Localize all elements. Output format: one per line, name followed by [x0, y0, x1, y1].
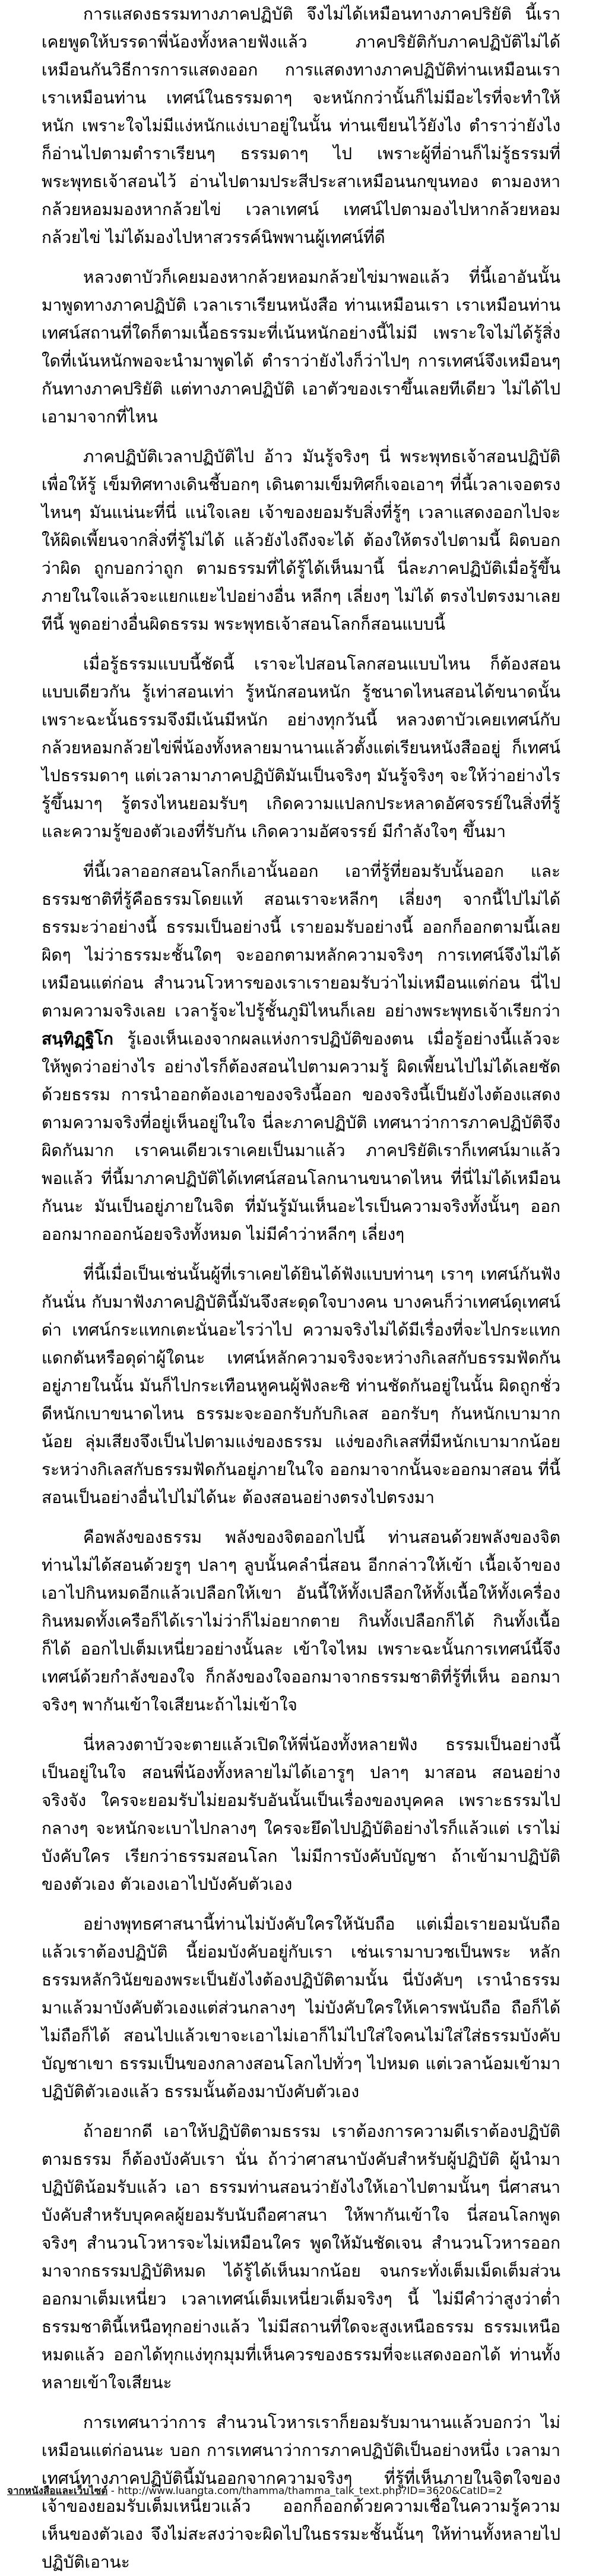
source-footer [7, 2485, 502, 2498]
paragraph: เมื่อรู้ธรรมแบบนี้ชัดนี้ เราจะไปสอนโลกสอนแบบไหน ก็ต้องสอนแบบเดียวกัน รู้เท่าสอนเท่า รู้หนักสอนหนัก รู้ชนาดไหนสอนได้ขนาดนั้น เพราะฉะนั้นธรรมจึงมีเน้นมีหนัก อย่างทุกวันนี้ หลวงตาบัวเคยเทศน์กับกล้วยหอมกล้วยไข่พี่น้องทั้งหลายมานานแล้วตั้งแต่เรียนหนังสืออยู่ ก็เทศน์ไปธรรมดาๆ แต่เวลามาภาคปฏิบัติมันเป็นจริงๆ มันรู้จริงๆ จะให้ว่าอย่างไร รู้ขึ้นมาๆ รู้ตรงไหนยอมรับๆ เกิดความแปลกประหลาดอัศจรรย์ในสิ่งที่รู้และความรู้ของตัวเองที่รับกัน เกิดความอัศจรรย์ มีกำลังใจๆ ขึ้นมา [42, 654, 560, 841]
source-url[interactable]: http://www.luangta.com/thamma/thamma_talk_text.php?ID=3620&CatID=2 [118, 2485, 503, 2497]
paragraph: การเทศนาว่าการ สำนวนโวหารเราก็ยอมรับมานานแล้วบอกว่า ไม่เหมือนแต่ก่อนนะ บอก การเทศนาว่าการภาคปฏิบัติเป็นอย่างหนึ่ง เวลามาเทศน์ทางภาคปฏิบัตินี้มันออกจากความจริงๆ ที่รู้ที่เห็นภายในจิตใจของเจ้าของยอมรับเต็มเหนี่ยวแล้ว ออกก็ออกด้วยความเชื่อในความรู้ความเห็นของตัวเอง จึงไม่สะสงว่าจะผิดไปในธรรมะชั้นนั้นๆ ให้ท่านทั้งหลายไปปฏิบัติเอานะ [42, 2413, 560, 2572]
paragraph: ที่นี้เมื่อเป็นเช่นนั้นผู้ที่เราเคยได้ยินได้ฟังแบบท่านๆ เราๆ เทศน์กันฟังกันนั่น กับมาฟังภาคปฏิบัตินี้มันจึงสะดุดใจบางคน บางคนก็ว่าเทศน์ดุเทศน์ด่า เทศน์กระแทกเตะนั่นอะไรว่าไป ความจริงไม่ได้มีเรื่องที่จะไปกระแทกแดกดันหรือดุด่าผู้ใดนะ เทศน์หลักความจริงจะหว่างกิเลสกับธรรมฟัดกันอยู่ภายในนั้น มันก็ไปกระเทือนหูคนผู้ฟังละซิ ท่านชัดกันอยู่ในนั้น ผิดถูกชั่วดีหนักเบาขนาดไหน ธรรมะจะออกรับกับกิเลส ออกรับๆ กันหนักเบามากน้อย ลุ่มเสียงจึงเป็นไปตามแง่ของธรรม แง่ของกิเลสที่มีหนักเบามากน้อย ระหว่างกิเลสกับธรรมฟัดกันอยู่ภายในใจ ออกมาจากนั้นจะออกมาสอน ที่นี้สอนเป็นอย่างอื่นไปไม่ได้นะ ต้องสอนอย่างตรงไปตรงมา [42, 1264, 560, 1507]
source-separator: - [110, 2485, 118, 2497]
paragraph: นี่หลวงตาบัวจะตายแล้วเปิดให้พี่น้องทั้งหลายฟัง ธรรมเป็นอย่างนี้ เป็นอยู่ในใจ สอนพี่น้องทั้งหลายไม่ได้เอารูๆ ปลาๆ มาสอน สอนอย่างจริงจัง ใครจะยอมรับไม่ยอมรับอันนั้นเป็นเรื่องของบุคคล เพราะธรรมไปกลางๆ จะหนักจะเบาไปกลางๆ ใครจะยึดไปปฏิบัติอย่างไรก็แล้วแต่ เราไม่บังคับใคร เรียกว่าธรรมสอนโลก ไม่มีการบังคับบัญชา ถ้าเข้ามาปฏิบัติของตัวเอง ตัวเองเอาไปบังคับตัวเอง [42, 1735, 560, 1894]
paragraph: ภาคปฏิบัติเวลาปฏิบัติไป อ้าว มันรู้จริงๆ นี่ พระพุทธเจ้าสอนปฏิบัติเพื่อให้รู้ เข็มทิศทางเดินชี้บอกๆ เดินตามเข็มทิศก็เจอเอาๆ ที่นี้เวลาเจอตรงไหนๆ มันแน่นะที่นี่ แน่ใจเลย เจ้าของยอมรับสิ่งที่รู้ๆ เวลาแสดงออกไปจะให้ผิดเพี้ยนจากสิ่งที่รู้ไม่ได้ แล้วยังไงถึงจะได้ ต้องให้ตรงไปตามนี้ ผิดบอกว่าผิด ถูกบอกว่าถูก ตามธรรมที่ได้รู้ได้เห็นมานี้ นี่ละภาคปฏิบัติเมื่อรู้ขึ้นภายในใจแล้วจะแยกแยะไปอย่างอื่น หลีกๆ เลี่ยงๆ ไม่ได้ ตรงไปตรงมาเลยทีนี้ พูดอย่างอื่นผิดธรรม พระพุทธเจ้าสอนโลกก็สอนแบบนี้ [42, 447, 560, 634]
paragraph: การแสดงธรรมทางภาคปฏิบัติ จึงไม่ได้เหมือนทางภาคปริยัติ นี้เราเคยพูดให้บรรดาพี่น้องทั้งหลายฟังแล้ว ภาคปริยัติกับภาคปฏิบัติไม่ได้เหมือนกันวิธีการการแสดงออก การแสดงทางภาคปฏิบัติท่านเหมือนเรา เราเหมือนท่าน เทศน์ในธรรมดาๆ จะหนักกว่านั้นก็ไม่มีอะไรที่จะทำให้หนัก เพราะใจไม่มีแง่หนักแง่เบาอยู่ในนั้น ท่านเขียนไว้ยังไง ตำราว่ายังไง ก็อ่านไปตามตำราเรียนๆ ธรรมดาๆ ไป เพราะผู้ที่อ่านก็ไม่รู้ธรรมที่พระพุทธเจ้าสอนไว้ อ่านไปตามประสีประสาเหมือนนกขุนทอง ตามองหากล้วยหอมมองหากล้วยไข่ เวลาเทศน์ เทศน์ไปตามองไปหากล้วยหอมกล้วยไข่ ไม่ได้มองไปหาสวรรค์นิพพานผู้เทศน์ที่ดี [42, 4, 560, 247]
source-label: จากหนังสือและเว็บไซต์ [7, 2485, 108, 2497]
paragraph-with-emphasis: ที่นี้เวลาออกสอนโลกก็เอานั้นออก เอาที่รู้ที่ยอมรับนั้นออก และธรรมชาติที่รู้คือธรรมโดยแท้ สอนเราจะหลีกๆ เลี่ยงๆ จากนี้ไปไม่ได้ ธรรมะว่าอย่างนี้ ธรรมเป็นอย่างนี้ เรายอมรับอย่างนี้ ออกก็ออกตามนี้เลย ผิดๆ ไม่ว่าธรรมะชั้นใดๆ จะออกตามหลักความจริงๆ การเทศน์จึงไม่ได้เหมือนแต่ก่อน สำนวนโวหารของเราเรายอมรับว่าไม่เหมือนแต่ก่อน นี่ไปตามความจริงเลย เวลารู้จะไปรู้ชั้นภูมิไหนก็เลย อย่างพระพุทธเจ้าเรียกว่า สนฺทิฏฺฐิโก รู้เองเห็นเองจากผลแห่งการปฏิบัติของตน เมื่อรู้อย่างนี้แล้วจะให้พูดว่าอย่างไร อย่างไรก็ต้องสอนไปตามความรู้ ผิดเพี้ยนไปไม่ได้เลยชัดด้วยธรรม การนำออกต้องเอาของจริงนี้ออก ของจริงนี้เป็นยังไงต้องแสดงตามความจริงที่อยู่เห็นอยู่ในใจ นี่ละภาคปฏิบัติ เทศนาว่าการภาคปฏิบัติจึงผิดกันมาก เราคนเดียวเราเคยเป็นมาแล้ว ภาคปริยัติเราก็เทศน์มาแล้วพอแล้ว ที่นี้มาภาคปฏิบัติได้เทศน์สอนโลกนานขนาดไหน ที่นี่ไม่ได้เหมือนกันนะ มันเป็นอยู่ภายในจิต ที่มันรู้มันเห็นอะไรเป็นความจริงทั้งนั้นๆ ออก ออกมากออกน้อยจริงทั้งหมด ไม่มีคำว่าหลีกๆ เลี่ยงๆ [42, 861, 560, 1244]
document-body [42, 0, 560, 2576]
pali-term: สนฺทิฏฺฐิโก [42, 1029, 113, 1049]
paragraph: ถ้าอยากดี เอาให้ปฏิบัติตามธรรม เราต้องการความดีเราต้องปฏิบัติตามธรรม ก็ต้องบังคับเรา นั่น ถ้าว่าศาสนาบังคับสำหรับผู้ปฏิบัติ ผู้นำมาปฏิบัติน้อมรับแล้ว เอา ธรรมท่านสอนว่ายังไงให้เอาไปตามนั้นๆ นี่ศาสนาบังคับสำหรับบุคคลผู้ยอมรับนับถือศาสนา ให้พากันเข้าใจ นี่สอนโลกพูดจริงๆ สำนวนโวหารจะไม่เหมือนใคร พูดให้มันชัดเจน สำนวนโวหารออกมาจากธรรมปฏิบัติหมด ได้รู้ได้เห็นมากน้อย จนกระทั่งเต็มเม็ดเต็มส่วนออกมาเต็มเหนี่ยว เวลาเทศน์เต็มเหนี่ยวเต็มจริงๆ นี้ ไม่มีคำว่าสูงว่าต่ำ ธรรมชาตินี้เหนือทุกอย่างแล้ว ไม่มีสถานที่ใดจะสูงเหนือธรรม ธรรมเหนือหมดแล้ว ออกได้ทุกแง่ทุกมุมที่เห็นควรของธรรมที่จะแสดงออกได้ ท่านทั้งหลายเข้าใจเสียนะ [42, 2122, 560, 2392]
paragraph: หลวงตาบัวก็เคยมองหากล้วยหอมกล้วยไข่มาพอแล้ว ที่นี้เอาอันนั้นมาพูดทางภาคปฏิบัติ เวลาเราเรียนหนังสือ ท่านเหมือนเรา เราเหมือนท่าน เทศน์สถานที่ใดก็ตามเนื้อธรรมะที่เน้นหนักอย่างนี้ไม่มี เพราะใจไม่ได้รู้สิ่งใดที่เน้นหนักพอจะนำมาพูดได้ ตำราว่ายังไงก็ว่าไปๆ การเทศน์จึงเหมือนๆ กันทางภาคปริยัติ แต่ทางภาคปฏิบัติ เอาตัวของเราขึ้นเลยทีเดียว ไม่ได้ไปเอามาจากที่ไหน [42, 267, 560, 427]
paragraph: อย่างพุทธศาสนานี้ท่านไม่บังคับใครให้นับถือ แต่เมื่อเรายอมนับถือแล้วเราต้องปฏิบัติ นี้ย่อมบังคับอยู่กับเรา เช่นเรามาบวชเป็นพระ หลักธรรมหลักวินัยของพระเป็นยังไงต้องปฏิบัติตามนั้น นี่บังคับๆ เรานำธรรมมาแล้วมาบังคับตัวเองแต่ส่วนกลางๆ ไม่บังคับใครให้เคารพนับถือ ถือก็ได้ไม่ถือก็ได้ สอนไปแล้วเขาจะเอาไม่เอาก็ไม่ไปใส่ใจคนไม่ใส่ใส่ธรรมบังคับบัญชาเขา ธรรมเป็นของกลางสอนโลกไปทั่วๆ ไปหมด แต่เวลาน้อมเข้ามาปฏิบัติตัวเองแล้ว ธรรมนั้นต้องมาบังคับตัวเอง [42, 1914, 560, 2101]
paragraph: คือพลังของธรรม พลังของจิตออกไปนี้ ท่านสอนด้วยพลังของจิต ท่านไม่ได้สอนด้วยรูๆ ปลาๆ ลูบนั้นคลำนี่สอน อีกกล่าวให้เข้า เนื้อเจ้าของเอาไปกินหมดอีกแล้วเปลือกให้เขา อันนี้ให้ทั้งเปลือกให้ทั้งเนื้อให้ทั้งเครื่อง กินหมดทั้งเครือก็ได้เราไม่ว่าก็ไม่อยากตาย กินทั้งเปลือกก็ได้ กินทั้งเนื้อก็ได้ ออกไปเต็มเหนี่ยวอย่างนั้นละ เข้าใจไหม เพราะฉะนั้นการเทศน์นี้จึงเทศน์ด้วยกำลังของใจ ก็กลังของใจออกมาจากธรรมชาติที่รู้ที่เห็น ออกมาจริงๆ พากันเข้าใจเสียนะถ้าไม่เข้าใจ [42, 1527, 560, 1715]
